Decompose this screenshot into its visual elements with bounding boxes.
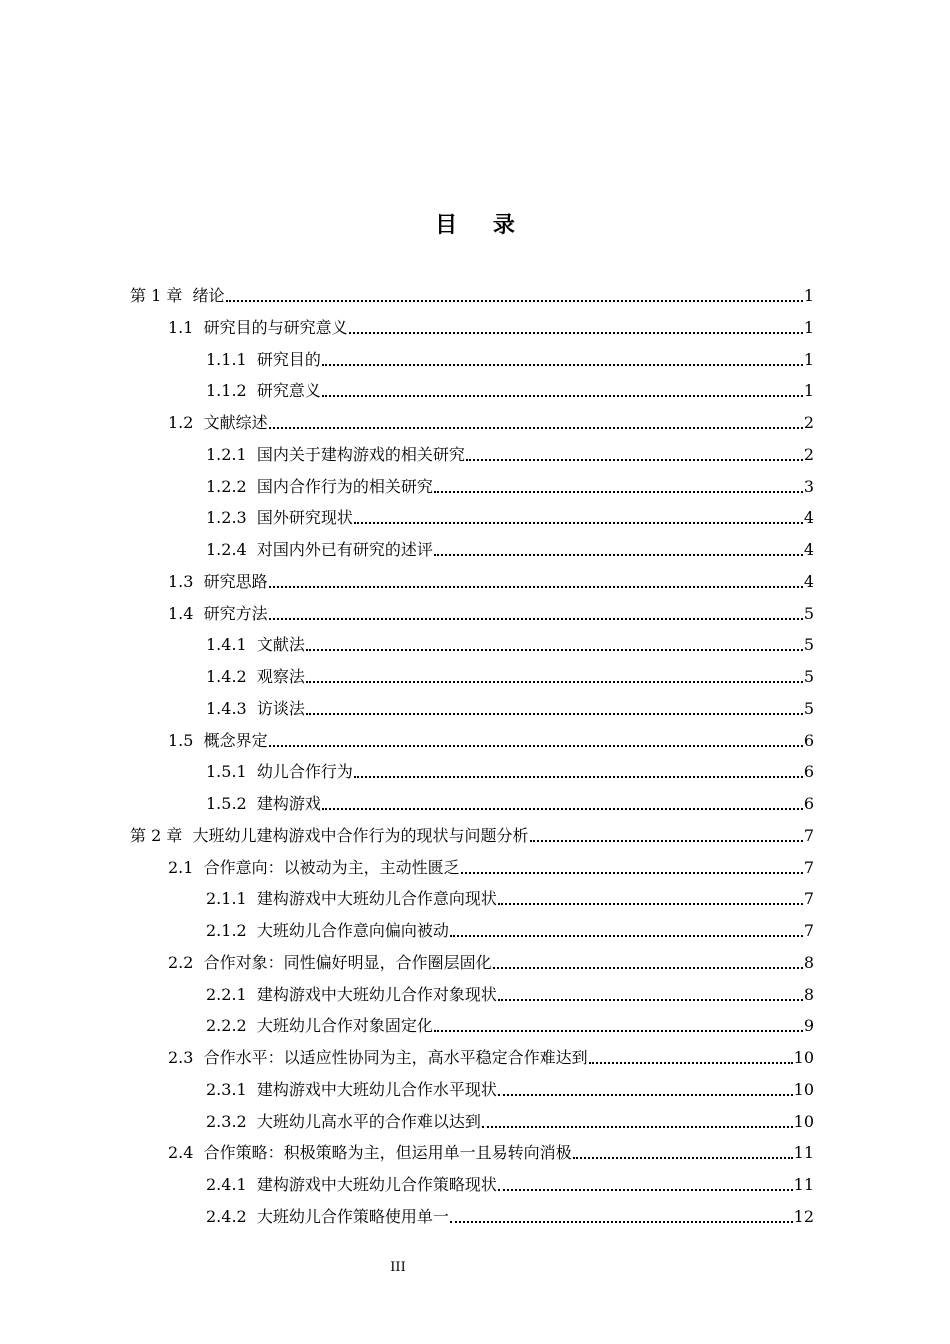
dot-leader: [306, 681, 803, 683]
dot-leader: [226, 300, 803, 302]
toc-entry-number: 2.2: [168, 952, 204, 972]
toc-entry[interactable]: [168, 941, 814, 973]
toc-entry-page: 10: [793, 1111, 814, 1131]
toc-entry-title: 研究意义: [256, 381, 321, 401]
dot-leader: [434, 554, 803, 556]
toc-entry-page: 2: [803, 413, 814, 432]
toc-entry-page: 11: [793, 1143, 814, 1163]
page-title: 目 录: [435, 213, 529, 238]
toc-entry[interactable]: [206, 877, 814, 909]
toc-entry[interactable]: [130, 274, 814, 306]
toc-entry[interactable]: [206, 623, 814, 655]
dot-leader: [498, 903, 803, 905]
toc-entry-page: 5: [803, 603, 814, 623]
toc-entry-title: 建构游戏中大班幼儿合作对象现状: [256, 984, 497, 1004]
dot-leader: [269, 745, 803, 747]
toc-entry-title: 幼儿合作行为: [256, 762, 353, 782]
toc-entry[interactable]: [206, 750, 814, 782]
dot-leader: [354, 776, 803, 778]
toc-entry[interactable]: [206, 655, 814, 687]
toc-entry-page: 11: [793, 1175, 814, 1194]
toc-entry-title: 访谈法: [256, 698, 305, 718]
dot-leader: [306, 649, 803, 651]
toc-entry[interactable]: [168, 306, 814, 338]
toc-entry-number: 1.1.2: [206, 381, 257, 401]
toc-entry-number: 1.4: [168, 603, 204, 623]
toc-entry-page: 7: [803, 921, 814, 940]
toc-entry-number: 2.2.1: [206, 984, 257, 1004]
toc-entry-page: 8: [803, 952, 814, 972]
toc-entry[interactable]: [206, 973, 814, 1005]
dot-leader: [589, 1062, 793, 1064]
toc-entry-page: 6: [803, 762, 814, 782]
toc-entry-title: 对国内外已有研究的述评: [256, 540, 433, 559]
toc-entry-page: 1: [803, 317, 814, 337]
toc-entry-number: 1.5.2: [206, 794, 257, 813]
dot-leader: [498, 1189, 793, 1191]
toc-entry[interactable]: [168, 719, 814, 751]
toc-entry-page: 6: [803, 794, 814, 813]
toc-entry-title: 观察法: [256, 667, 305, 686]
toc-entry[interactable]: [206, 496, 814, 528]
toc-entry-number: 1.5.1: [206, 762, 257, 782]
toc-entry[interactable]: [206, 1004, 814, 1036]
dot-leader: [498, 999, 803, 1001]
toc-entry-title: 建构游戏中大班幼儿合作水平现状: [256, 1079, 497, 1099]
toc-entry-title: 概念界定: [203, 730, 268, 750]
toc-entry-number: 2.3: [168, 1048, 204, 1067]
dot-leader: [306, 713, 803, 715]
toc-entry-page: 5: [803, 667, 814, 686]
toc-entry[interactable]: [206, 1163, 814, 1195]
toc-entry-title: 研究方法: [203, 603, 268, 623]
toc-entry-number: 2.1.2: [206, 921, 257, 940]
toc-entry-page: 10: [793, 1079, 814, 1099]
toc-entry-number: 1.2.1: [206, 444, 257, 464]
toc-entry-page: 10: [793, 1048, 814, 1067]
toc-entry-title: 大班幼儿高水平的合作难以达到: [256, 1111, 481, 1131]
toc-entry-number: 1.1: [168, 317, 204, 337]
toc-entry-title: 研究目的: [256, 349, 321, 369]
toc-entry-page: 1: [803, 286, 814, 305]
toc-entry-title: 大班幼儿合作意向偏向被动: [256, 921, 449, 940]
toc-entry[interactable]: [206, 782, 814, 814]
toc-entry-number: 2.3.1: [206, 1079, 257, 1099]
toc-entry-page: 4: [803, 571, 814, 591]
toc-entry-page: 4: [803, 540, 814, 559]
toc-entry-title: 国外研究现状: [256, 508, 353, 528]
dot-leader: [269, 586, 803, 588]
toc-entry-title: 合作意向：以被动为主，主动性匮乏: [203, 857, 460, 877]
dot-leader: [461, 872, 803, 874]
dot-leader: [573, 1157, 793, 1159]
toc-entry[interactable]: [168, 1131, 814, 1163]
toc-entry-page: 5: [803, 635, 814, 655]
toc-entry-number: 1.4.3: [206, 698, 257, 718]
toc-entry-title: 合作水平：以适应性协同为主，高水平稳定合作难达到: [203, 1048, 588, 1067]
toc-entry-title: 建构游戏中大班幼儿合作策略现状: [256, 1175, 497, 1194]
toc-entry-page: 4: [803, 508, 814, 528]
toc-entry[interactable]: [206, 528, 814, 560]
toc-entry-number: 1.2.3: [206, 508, 257, 528]
toc-entry-number: 1.2.2: [206, 476, 257, 496]
toc-entry-number: 2.3.2: [206, 1111, 257, 1131]
toc-entry-title: 研究思路: [203, 571, 268, 591]
toc-entry-title: 合作策略：积极策略为主，但运用单一且易转向消极: [203, 1143, 572, 1163]
dot-leader: [498, 1094, 793, 1096]
toc-entry-number: 1.4.2: [206, 667, 257, 686]
toc-entry-title: 合作对象：同性偏好明显，合作圈层固化: [203, 952, 492, 972]
toc-entry-title: 文献法: [256, 635, 305, 655]
toc-entry[interactable]: [206, 465, 814, 497]
dot-leader: [450, 1221, 793, 1223]
toc-entry[interactable]: [168, 560, 814, 592]
toc-entry-title: 国内合作行为的相关研究: [256, 476, 433, 496]
dot-leader: [493, 967, 803, 969]
toc-entry-title: 建构游戏: [256, 794, 321, 813]
toc-entry-page: 1: [803, 381, 814, 401]
toc-entry-page: 5: [803, 698, 814, 718]
toc-entry-title: 大班幼儿建构游戏中合作行为的现状与问题分析: [192, 825, 529, 845]
toc-entry-page: 7: [803, 857, 814, 877]
toc-entry-number: 1.3: [168, 571, 204, 591]
toc-entry-number: 2.2.2: [206, 1016, 257, 1036]
dot-leader: [349, 332, 803, 334]
dot-leader: [322, 364, 803, 366]
toc-entry[interactable]: [130, 814, 814, 846]
toc-entry-number: 2.4.1: [206, 1175, 257, 1194]
toc-entry-page: 3: [803, 476, 814, 496]
dot-leader: [354, 522, 803, 524]
toc-entry-page: 6: [803, 730, 814, 750]
toc-entry-title: 国内关于建构游戏的相关研究: [256, 444, 465, 464]
toc-entry[interactable]: [168, 1036, 814, 1068]
toc-entry-title: 大班幼儿合作策略使用单一: [256, 1206, 449, 1226]
toc-entry[interactable]: [206, 1068, 814, 1100]
toc-entry-number: 1.1.1: [206, 349, 257, 369]
toc-entry[interactable]: [206, 369, 814, 401]
toc-entry-page: 1: [803, 349, 814, 369]
toc-entry[interactable]: [206, 1100, 814, 1132]
dot-leader: [322, 808, 803, 810]
toc-entry[interactable]: [206, 1195, 814, 1227]
toc-entry-page: 9: [803, 1016, 814, 1036]
dot-leader: [434, 491, 803, 493]
toc-entry-title: 绪论: [192, 286, 225, 305]
toc-entry-number: 1.5: [168, 730, 204, 750]
dot-leader: [466, 459, 803, 461]
toc-entry[interactable]: [168, 592, 814, 624]
toc-entry-number: 2.4: [168, 1143, 204, 1163]
toc-entry-number: 1.2.4: [206, 540, 257, 559]
dot-leader: [434, 1030, 803, 1032]
toc-entry-number: 第 2 章: [130, 825, 193, 845]
toc-entry-title: 研究目的与研究意义: [203, 317, 348, 337]
toc-entry[interactable]: [206, 338, 814, 370]
dot-leader: [482, 1126, 793, 1128]
toc-entry[interactable]: [206, 909, 814, 941]
toc-entry-page: 8: [803, 984, 814, 1004]
dot-leader: [530, 840, 803, 842]
toc-entry[interactable]: [168, 846, 814, 878]
toc-entry-number: 第 1 章: [130, 286, 193, 305]
toc-entry-number: 2.1: [168, 857, 204, 877]
toc-entry-number: 1.2: [168, 413, 204, 432]
toc-entry-title: 大班幼儿合作对象固定化: [256, 1016, 433, 1036]
toc-entry-number: 1.4.1: [206, 635, 257, 655]
page-number: III: [390, 1260, 406, 1275]
dot-leader: [269, 427, 803, 429]
toc-entry-page: 7: [803, 825, 814, 845]
toc-entry-title: 文献综述: [203, 413, 268, 432]
toc-entry-page: 12: [793, 1206, 814, 1226]
toc-entry[interactable]: [168, 401, 814, 433]
dot-leader: [269, 618, 803, 620]
toc-entry-page: 7: [803, 889, 814, 909]
toc-entry-page: 2: [803, 444, 814, 464]
toc-entry-title: 建构游戏中大班幼儿合作意向现状: [256, 889, 497, 909]
toc-entry[interactable]: [206, 433, 814, 465]
toc-entry-number: 2.4.2: [206, 1206, 257, 1226]
dot-leader: [322, 395, 803, 397]
toc-entry-number: 2.1.1: [206, 889, 257, 909]
toc-entry[interactable]: [206, 687, 814, 719]
dot-leader: [450, 935, 803, 937]
